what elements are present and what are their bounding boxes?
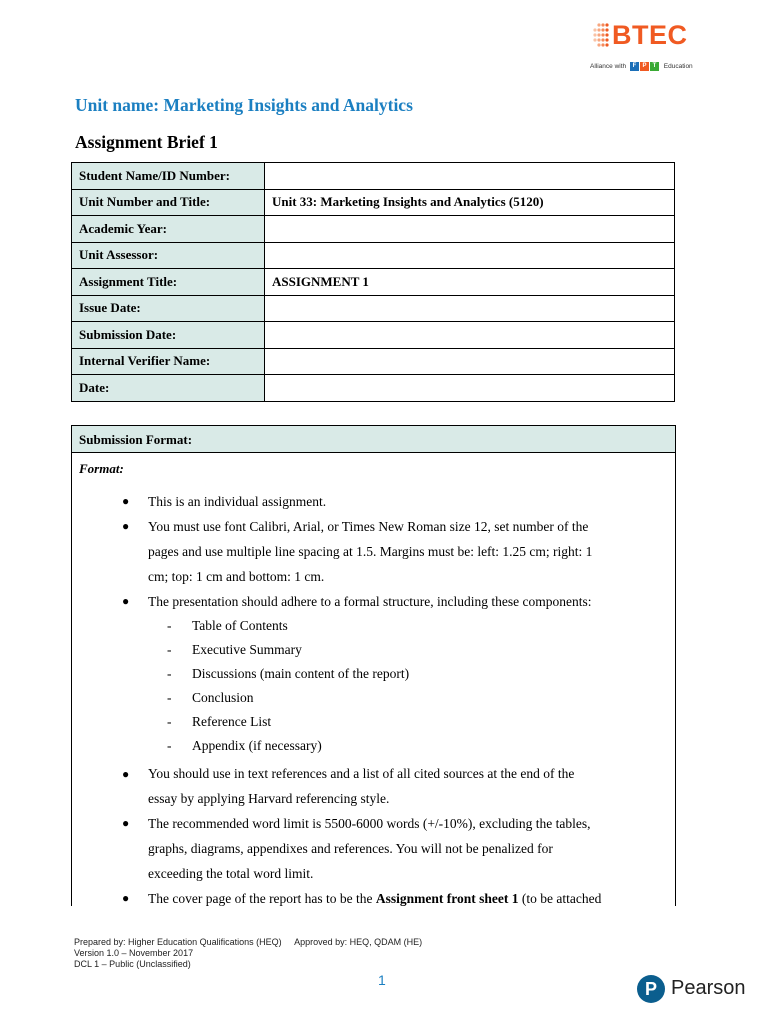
- dash-icon: -: [167, 642, 172, 657]
- table-row: [72, 295, 675, 322]
- submission-format-header: Submission Format:: [72, 426, 675, 453]
- row-label: Student Name/ID Number:: [72, 163, 265, 190]
- bullet-text: You should use in text references and a list of all cited sources at the end of the: [148, 766, 575, 781]
- table-row: [72, 269, 675, 296]
- bullet-text: cm; top: 1 cm and bottom: 1 cm.: [148, 569, 325, 584]
- bullet-icon: ●: [122, 494, 130, 508]
- bullet-text: exceeding the total word limit.: [148, 866, 314, 881]
- bullet-text: The recommended word limit is 5500-6000 words (+/-10%), excluding the tables,: [148, 816, 591, 831]
- dash-icon: -: [167, 618, 172, 633]
- alliance-line: Alliance with F P T Education: [590, 63, 693, 71]
- table-row: [72, 189, 675, 216]
- list-item: Table of Contents: [192, 618, 288, 633]
- bullet-text: The presentation should adhere to a formal structure, including these components:: [148, 594, 592, 609]
- dash-icon: -: [167, 738, 172, 753]
- fpt-logo: F P T: [630, 62, 660, 71]
- bullet-icon: ●: [122, 519, 130, 533]
- row-value: [265, 348, 675, 375]
- row-label: Issue Date:: [72, 295, 265, 322]
- row-value: [265, 375, 675, 402]
- pearson-wordmark: Pearson: [671, 977, 746, 999]
- row-value: [265, 242, 675, 269]
- dash-icon: -: [167, 690, 172, 705]
- btec-logo: [590, 20, 700, 76]
- row-label: Academic Year:: [72, 216, 265, 243]
- bullet-icon: ●: [122, 816, 130, 830]
- bullet-text: essay by applying Harvard referencing style.: [148, 791, 390, 806]
- row-label: Internal Verifier Name:: [72, 348, 265, 375]
- bullet-text: This is an individual assignment.: [148, 494, 327, 509]
- row-value: ASSIGNMENT 1: [265, 269, 675, 296]
- pearson-icon: P: [637, 975, 665, 1003]
- bullet-icon: ●: [122, 594, 130, 608]
- list-item: Conclusion: [192, 690, 254, 705]
- page-number: 1: [378, 972, 386, 988]
- table-row: [72, 216, 675, 243]
- assignment-info-table: [71, 162, 675, 402]
- bullet-text: You must use font Calibri, Arial, or Times New Roman size 12, set number of the: [148, 519, 589, 534]
- bullet-icon: ●: [122, 767, 130, 781]
- row-label: Unit Number and Title:: [72, 189, 265, 216]
- table-row: [72, 163, 675, 190]
- row-value: [265, 216, 675, 243]
- list-item: Discussions (main content of the report): [192, 666, 410, 681]
- table-row: [72, 375, 675, 402]
- row-value: [265, 295, 675, 322]
- page-footer: [74, 937, 422, 970]
- list-item: Reference List: [192, 714, 272, 729]
- list-item: Executive Summary: [192, 642, 302, 657]
- bullet-text: pages and use multiple line spacing at 1.5. Margins must be: left: 1.25 cm; right: 1: [148, 544, 593, 559]
- assignment-brief-heading: Assignment Brief 1: [75, 132, 218, 152]
- row-label: Submission Date:: [72, 322, 265, 349]
- table-row: [72, 348, 675, 375]
- version-line: Version 1.0 – November 2017: [74, 948, 194, 958]
- dash-icon: -: [167, 714, 172, 729]
- unit-name-heading: Unit name: Marketing Insights and Analytics: [75, 95, 413, 115]
- row-label: Date:: [72, 375, 265, 402]
- row-label: Assignment Title:: [72, 269, 265, 296]
- table-row: [72, 322, 675, 349]
- btec-dots-icon: [590, 22, 610, 50]
- list-item: Appendix (if necessary): [192, 738, 322, 753]
- bullet-text: graphs, diagrams, appendixes and references. You will not be penalized for: [148, 841, 553, 856]
- bullet-text: The cover page of the report has to be the Assignment front sheet 1 (to be attached: [148, 891, 602, 906]
- approved-by: Approved by: HEQ, QDAM (HE): [294, 937, 423, 947]
- row-value: [265, 163, 675, 190]
- dcl-line: DCL 1 – Public (Unclassified): [74, 959, 191, 969]
- row-value: Unit 33: Marketing Insights and Analytics (5120): [265, 189, 675, 216]
- submission-format-box: [71, 425, 676, 906]
- pearson-logo: [637, 975, 747, 1007]
- bullet-icon: ●: [122, 891, 130, 905]
- dash-icon: -: [167, 666, 172, 681]
- btec-wordmark: BTEC: [612, 20, 688, 50]
- format-label: Format:: [79, 461, 124, 476]
- prepared-by: Prepared by: Higher Education Qualifications (HEQ): [74, 937, 282, 947]
- row-value: [265, 322, 675, 349]
- row-label: Unit Assessor:: [72, 242, 265, 269]
- table-row: [72, 242, 675, 269]
